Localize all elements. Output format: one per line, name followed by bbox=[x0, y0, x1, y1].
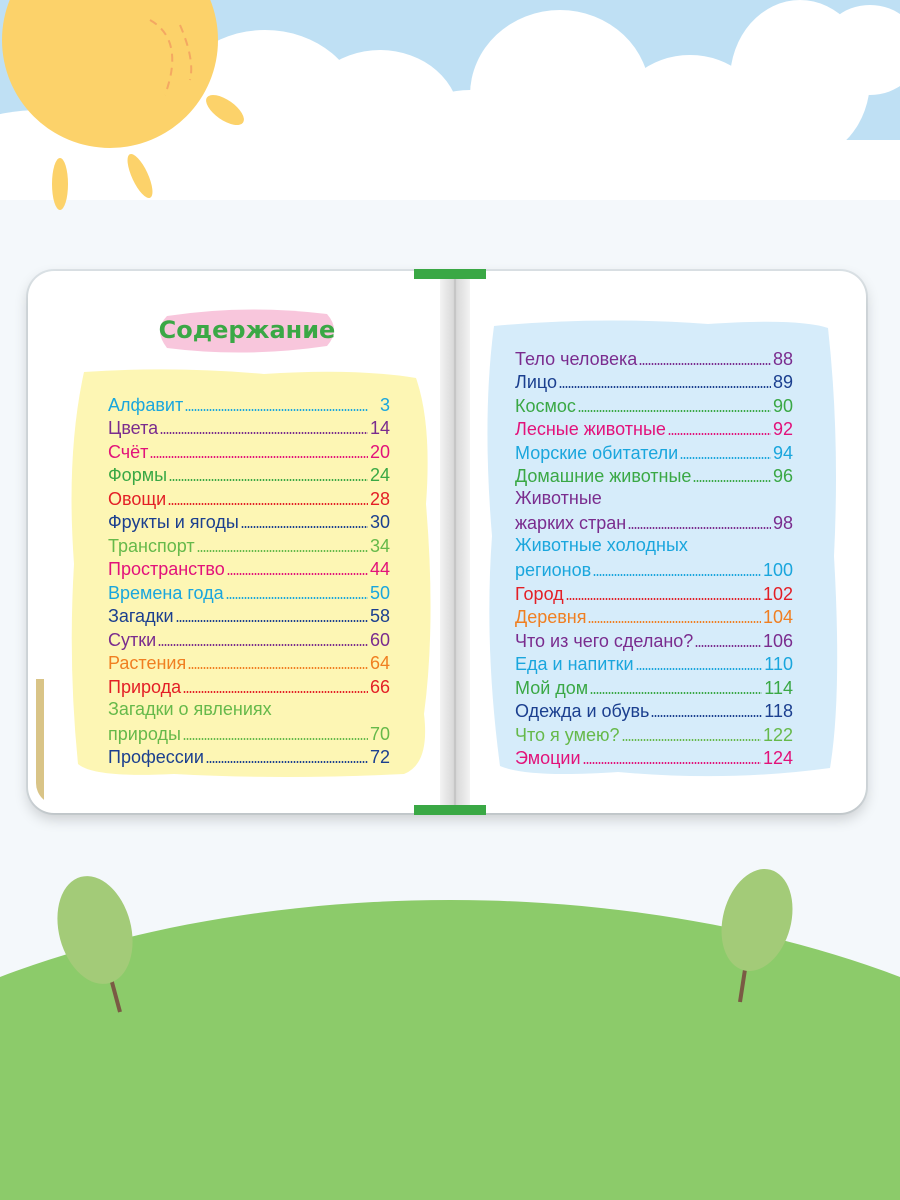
toc-entry[interactable] bbox=[515, 464, 793, 488]
toc-entry-label: Одежда и обувь bbox=[515, 701, 650, 721]
toc-entry-page-number: 122 bbox=[762, 724, 793, 745]
dot-leader bbox=[583, 762, 761, 764]
toc-entry[interactable] bbox=[515, 417, 793, 441]
dot-leader bbox=[588, 621, 760, 623]
toc-entry-page-number: 104 bbox=[762, 607, 793, 627]
toc-entry[interactable] bbox=[108, 439, 390, 463]
toc-entry[interactable] bbox=[108, 533, 390, 557]
dot-leader bbox=[168, 503, 368, 505]
toc-entry-page-number: 66 bbox=[369, 676, 390, 697]
dot-leader bbox=[160, 432, 368, 434]
dot-leader bbox=[176, 620, 368, 622]
dot-leader bbox=[188, 667, 368, 669]
toc-entry-label: Домашние животные bbox=[515, 466, 692, 486]
toc-entry-page-number: 114 bbox=[764, 677, 793, 698]
toc-entry-label: Транспорт bbox=[108, 535, 195, 556]
dot-leader bbox=[622, 739, 761, 741]
toc-entry-label: Город bbox=[515, 583, 564, 604]
book-spine bbox=[440, 271, 470, 813]
toc-entry-label: Сутки bbox=[108, 629, 157, 650]
toc-entry[interactable] bbox=[108, 580, 390, 604]
toc-entry-label: Пространство bbox=[108, 559, 225, 579]
toc-entry[interactable] bbox=[108, 698, 390, 745]
toc-entry[interactable] bbox=[108, 392, 390, 416]
toc-entry-page-number: 28 bbox=[369, 488, 390, 509]
toc-entry-page-number: 90 bbox=[772, 395, 793, 416]
page-title: Содержание bbox=[158, 316, 336, 344]
toc-entry[interactable] bbox=[515, 346, 793, 370]
toc-entry-label: Еда и напитки bbox=[515, 654, 634, 674]
dot-leader bbox=[185, 409, 368, 411]
toc-entry-label: Цвета bbox=[108, 418, 159, 438]
toc-entry-label: Природа bbox=[108, 676, 182, 697]
toc-entry[interactable] bbox=[108, 604, 390, 628]
toc-entry[interactable] bbox=[515, 628, 793, 652]
toc-entry[interactable] bbox=[108, 486, 390, 510]
toc-entry-page-number: 14 bbox=[369, 418, 390, 438]
dot-leader bbox=[183, 691, 368, 693]
toc-entry-page-number: 72 bbox=[369, 747, 390, 767]
toc-entry[interactable] bbox=[515, 746, 793, 770]
toc-entry[interactable] bbox=[515, 581, 793, 605]
toc-entry-label-continued: регионов bbox=[515, 560, 592, 580]
toc-entry-page-number: 89 bbox=[772, 372, 793, 392]
toc-entry-page-number: 88 bbox=[772, 348, 793, 369]
dot-leader bbox=[169, 479, 368, 481]
toc-entry-page-number: 96 bbox=[772, 466, 793, 486]
toc-entry-page-number: 100 bbox=[762, 560, 793, 580]
toc-entry-label-continued: природы bbox=[108, 723, 181, 744]
toc-entry-page-number: 110 bbox=[764, 654, 793, 674]
toc-entry-page-number: 30 bbox=[369, 512, 390, 532]
toc-entry[interactable] bbox=[515, 722, 793, 746]
toc-entry-page-number: 34 bbox=[369, 535, 390, 556]
dot-leader bbox=[559, 386, 771, 388]
toc-entry-page-number: 24 bbox=[369, 465, 390, 485]
toc-entry[interactable] bbox=[515, 370, 793, 394]
toc-entry-label: Эмоции bbox=[515, 748, 581, 768]
toc-entry-label: Растения bbox=[108, 653, 187, 673]
dot-leader bbox=[226, 597, 368, 599]
toc-entry-label: Что я умею? bbox=[515, 724, 620, 745]
toc-entry-page-number: 3 bbox=[379, 394, 390, 415]
toc-entry-label: Формы bbox=[108, 465, 168, 485]
toc-entry-label: Загадки о явлениях bbox=[108, 698, 272, 719]
toc-entry-page-number: 102 bbox=[762, 583, 793, 604]
toc-title-badge bbox=[155, 306, 339, 354]
dot-leader bbox=[578, 410, 771, 412]
dot-leader bbox=[593, 574, 761, 576]
toc-entry-label: Лицо bbox=[515, 372, 557, 392]
dot-leader bbox=[636, 668, 763, 670]
dot-leader bbox=[590, 692, 762, 694]
bookmark-ribbon-bottom bbox=[414, 805, 486, 815]
toc-entry-page-number: 92 bbox=[772, 419, 793, 439]
toc-entry-label: Тело человека bbox=[515, 348, 638, 369]
dot-leader bbox=[197, 550, 368, 552]
toc-entry-label: Что из чего сделано? bbox=[515, 630, 694, 651]
toc-entry[interactable] bbox=[515, 652, 793, 676]
toc-entry-page-number: 64 bbox=[369, 653, 390, 673]
toc-entry[interactable] bbox=[108, 510, 390, 534]
dot-leader bbox=[628, 527, 771, 529]
toc-entry-label: Деревня bbox=[515, 607, 587, 627]
toc-entry[interactable] bbox=[108, 745, 390, 769]
toc-entry-label: Времена года bbox=[108, 582, 224, 603]
toc-entry[interactable] bbox=[108, 674, 390, 698]
dot-leader bbox=[566, 598, 761, 600]
dot-leader bbox=[183, 738, 368, 740]
toc-entry-label: Животные холодных bbox=[515, 535, 688, 555]
toc-entry[interactable] bbox=[515, 487, 793, 534]
dot-leader bbox=[695, 645, 761, 647]
toc-entry-label: Овощи bbox=[108, 488, 167, 509]
toc-entry-label: Животные bbox=[515, 488, 602, 508]
dot-leader bbox=[680, 457, 771, 459]
toc-entry-label: Морские обитатели bbox=[515, 442, 679, 463]
toc-entry-label: Фрукты и ягоды bbox=[108, 512, 239, 532]
dot-leader bbox=[158, 644, 368, 646]
toc-entry-label: Алфавит bbox=[108, 394, 184, 415]
toc-entry-label: Загадки bbox=[108, 606, 174, 626]
toc-entry-page-number: 124 bbox=[762, 748, 793, 768]
toc-entry[interactable] bbox=[108, 557, 390, 581]
toc-entry-page-number: 44 bbox=[369, 559, 390, 579]
dot-leader bbox=[639, 363, 771, 365]
toc-entry-page-number: 70 bbox=[369, 723, 390, 744]
toc-entry-label: Счёт bbox=[108, 441, 149, 462]
toc-entry-page-number: 98 bbox=[772, 513, 793, 533]
toc-entry[interactable] bbox=[108, 416, 390, 440]
toc-entry-label: Космос bbox=[515, 395, 576, 416]
toc-entry[interactable] bbox=[515, 675, 793, 699]
toc-entry-page-number: 106 bbox=[762, 630, 793, 651]
dot-leader bbox=[668, 433, 771, 435]
toc-entry-page-number: 50 bbox=[369, 582, 390, 603]
toc-entry[interactable] bbox=[515, 534, 793, 581]
toc-entry-page-number: 118 bbox=[764, 701, 793, 721]
toc-entry[interactable] bbox=[515, 393, 793, 417]
toc-entry[interactable] bbox=[515, 605, 793, 629]
bookmark-ribbon-top bbox=[414, 269, 486, 279]
toc-entry-page-number: 20 bbox=[369, 441, 390, 462]
toc-entry[interactable] bbox=[515, 440, 793, 464]
toc-entry-page-number: 58 bbox=[369, 606, 390, 626]
dot-leader bbox=[693, 480, 771, 482]
dot-leader bbox=[227, 573, 368, 575]
toc-entry[interactable] bbox=[108, 651, 390, 675]
toc-entry-label: Лесные животные bbox=[515, 419, 666, 439]
toc-entry[interactable] bbox=[108, 627, 390, 651]
toc-entry-label-continued: жарких стран bbox=[515, 513, 627, 533]
toc-entry-page-number: 60 bbox=[369, 629, 390, 650]
toc-entry-label: Профессии bbox=[108, 747, 204, 767]
dot-leader bbox=[241, 526, 368, 528]
dot-leader bbox=[206, 761, 368, 763]
toc-entry-page-number: 94 bbox=[772, 442, 793, 463]
toc-entry[interactable] bbox=[108, 463, 390, 487]
dot-leader bbox=[150, 456, 368, 458]
dot-leader bbox=[651, 715, 762, 717]
toc-list-right bbox=[515, 346, 793, 769]
toc-list-left bbox=[108, 392, 390, 768]
toc-entry-label: Мой дом bbox=[515, 677, 589, 698]
toc-entry[interactable] bbox=[515, 699, 793, 723]
